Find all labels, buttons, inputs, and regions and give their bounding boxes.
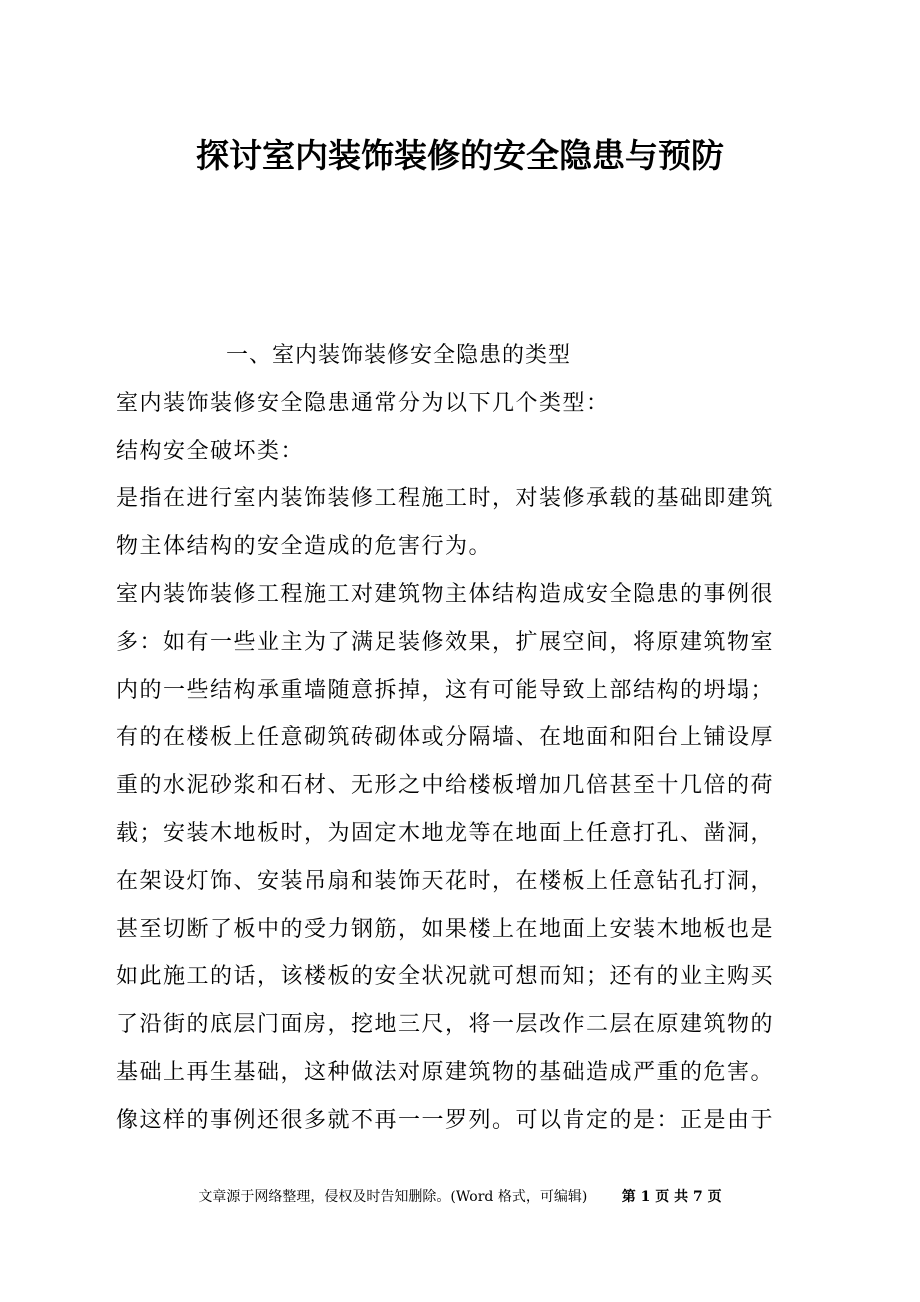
paragraph-line: 基础上再生基础，这种做法对原建筑物的基础造成严重的危害。: [116, 1059, 775, 1085]
paragraph-line: 了沿街的底层门面房，挖地三尺，将一层改作二层在原建筑物的: [116, 1012, 775, 1038]
document-title: 探讨室内装饰装修的安全隐患与预防: [196, 136, 724, 175]
paragraph-line: 载；安装木地板时，为固定木地龙等在地面上任意打孔、凿洞，: [116, 820, 775, 846]
page-number: 第 1 页 共 7 页: [621, 1189, 722, 1205]
paragraph-line: 像这样的事例还很多就不再一一罗列。可以肯定的是：正是由于: [116, 1107, 775, 1133]
paragraph-line: 在架设灯饰、安装吊扇和装饰天花时，在楼板上任意钻孔打洞，: [116, 868, 775, 894]
paragraph-line: 多：如有一些业主为了满足装修效果，扩展空间，将原建筑物室: [116, 629, 775, 655]
paragraph-line: 有的在楼板上任意砌筑砖砌体或分隔墙、在地面和阳台上铺设厚: [116, 725, 775, 751]
body-text: [116, 332, 816, 1145]
paragraph-line: 室内装饰装修工程施工对建筑物主体结构造成安全隐患的事例很: [116, 581, 775, 607]
paragraph-line: 室内装饰装修安全隐患通常分为以下几个类型：: [116, 390, 610, 416]
paragraph-line: 内的一些结构承重墙随意拆掉，这有可能导致上部结构的坍塌；: [116, 677, 775, 703]
page-footer: [0, 1186, 920, 1208]
paragraph-line: 如此施工的话，该楼板的安全状况就可想而知；还有的业主购买: [116, 964, 775, 990]
footer-note: 文章源于网络整理，侵权及时告知删除。(Word 格式，可编辑): [198, 1189, 588, 1205]
paragraph-line: 重的水泥砂浆和石材、无形之中给楼板增加几倍甚至十几倍的荷: [116, 773, 775, 799]
paragraph-line: 物主体结构的安全造成的危害行为。: [116, 534, 493, 560]
paragraph-line: 结构安全破坏类：: [116, 438, 305, 464]
section-heading: 一、室内装饰装修安全隐患的类型: [226, 343, 572, 368]
paragraph-line: 甚至切断了板中的受力钢筋，如果楼上在地面上安装木地板也是: [116, 916, 775, 942]
paragraph-line: 是指在进行室内装饰装修工程施工时，对装修承载的基础即建筑: [116, 486, 775, 512]
